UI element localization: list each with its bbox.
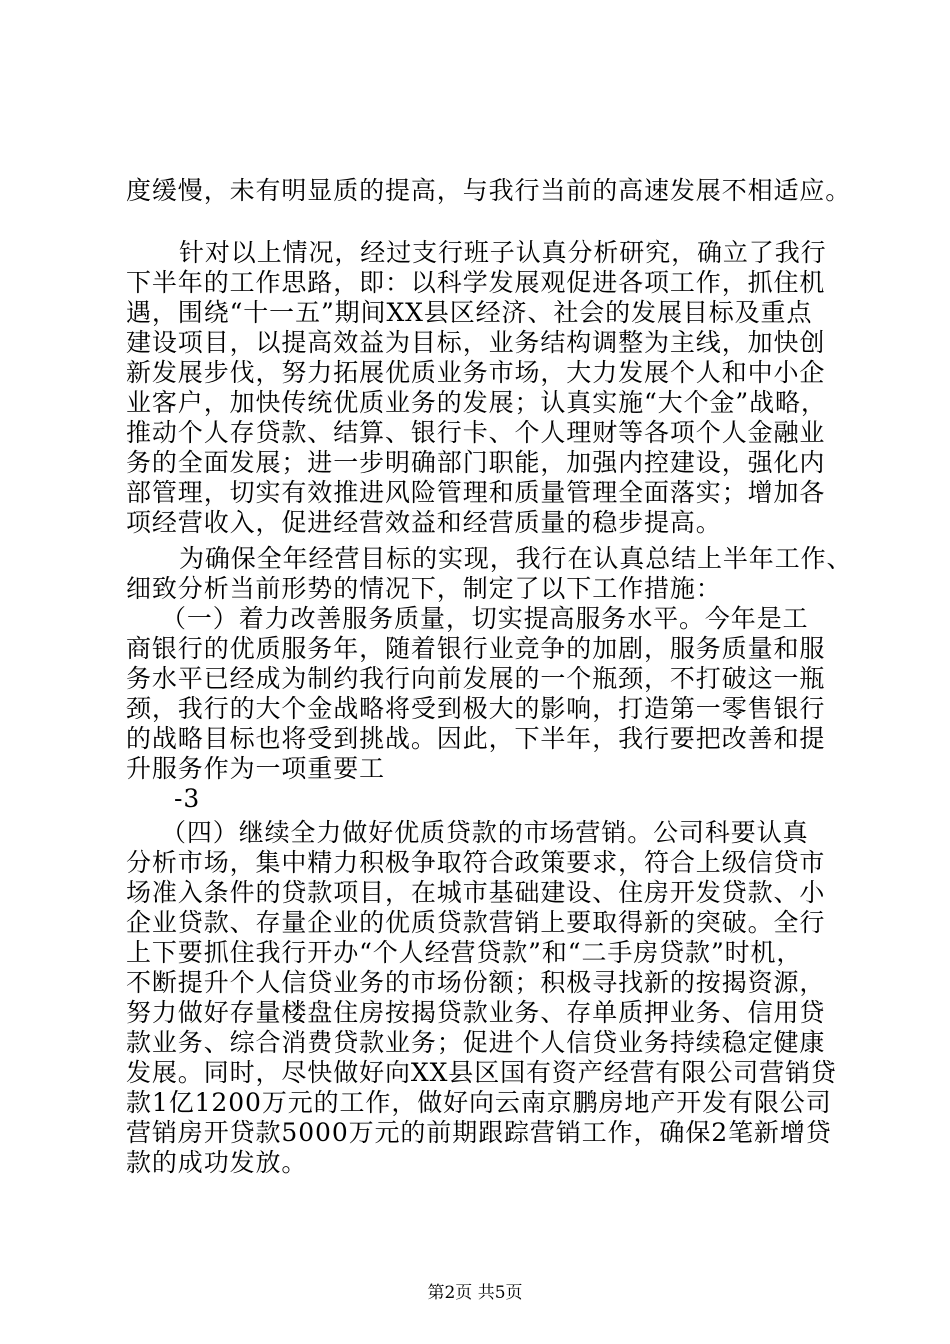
paragraph-line: 细致分析当前形势的情况下，制定了以下工作措施： <box>126 574 722 603</box>
paragraph-line: 不断提升个人信贷业务的市场份额；积极寻找新的按揭资源， <box>126 968 826 997</box>
paragraph-line: 款1亿1200万元的工作，做好向云南京鹏房地产开发有限公司 <box>126 1088 832 1117</box>
paragraph-line: 颈，我行的大个金战略将受到极大的影响，打造第一零售银行 <box>126 694 826 723</box>
paragraph-line: 款的成功发放。 <box>126 1148 308 1177</box>
paragraph-line: 部管理，切实有效推进风险管理和质量管理全面落实；增加各 <box>126 478 826 507</box>
paragraph-line: 努力做好存量楼盘住房按揭贷款业务、存单质押业务、信用贷 <box>126 998 826 1027</box>
paragraph-line: 推动个人存贷款、结算、银行卡、个人理财等各项个人金融业 <box>126 418 826 447</box>
paragraph-line: 的战略目标也将受到挑战。因此，下半年，我行要把改善和提 <box>126 724 826 753</box>
paragraph-line: 发展。同时，尽快做好向XX县区国有资产经营有限公司营销贷 <box>126 1058 837 1087</box>
paragraph-line: 升服务作为一项重要工 <box>126 754 386 783</box>
paragraph-line: 度缓慢，未有明显质的提高，与我行当前的高速发展不相适应。 <box>126 176 852 205</box>
paragraph-line: 为确保全年经营目标的实现，我行在认真总结上半年工作、 <box>179 544 853 573</box>
paragraph-line: 新发展步伐，努力拓展优质业务市场，大力发展个人和中小企 <box>126 358 826 387</box>
paragraph-line: 业客户，加快传统优质业务的发展；认真实施“大个金”战略， <box>126 388 827 417</box>
paragraph-line: 建设项目，以提高效益为目标，业务结构调整为主线，加快创 <box>126 328 826 357</box>
paragraph-line: 款业务、综合消费贷款业务；促进个人信贷业务持续稳定健康 <box>126 1028 826 1057</box>
paragraph-line: 分析市场，集中精力积极争取符合政策要求，符合上级信贷市 <box>126 848 826 877</box>
paragraph-line: 场准入条件的贷款项目，在城市基础建设、住房开发贷款、小 <box>126 878 826 907</box>
paragraph-line: 营销房开贷款5000万元的前期跟踪营销工作，确保2笔新增贷 <box>126 1118 832 1147</box>
paragraph-line: 务水平已经成为制约我行向前发展的一个瓶颈，不打破这一瓶 <box>126 664 826 693</box>
paragraph-line: （四）继续全力做好优质贷款的市场营销。公司科要认真 <box>161 818 809 847</box>
paragraph-line: 商银行的优质服务年，随着银行业竞争的加剧，服务质量和服 <box>126 634 826 663</box>
paragraph-line: 企业贷款、存量企业的优质贷款营销上要取得新的突破。全行 <box>126 908 826 937</box>
paragraph-line: 项经营收入，促进经营效益和经营质量的稳步提高。 <box>126 508 722 537</box>
inline-page-number: -3 <box>174 784 201 813</box>
paragraph-line: 下半年的工作思路，即：以科学发展观促进各项工作，抓住机 <box>126 268 826 297</box>
paragraph-line: 遇，围绕“十一五”期间XX县区经济、社会的发展目标及重点 <box>126 298 813 327</box>
paragraph-line: （一）着力改善服务质量，切实提高服务水平。今年是工 <box>161 604 809 633</box>
paragraph-line: 务的全面发展；进一步明确部门职能，加强内控建设，强化内 <box>126 448 826 477</box>
paragraph-line: 针对以上情况，经过支行班子认真分析研究，确立了我行 <box>179 238 827 267</box>
page-footer: 第2页 共5页 <box>427 1283 523 1303</box>
paragraph-line: 上下要抓住我行开办“个人经营贷款”和“二手房贷款”时机， <box>126 938 803 967</box>
